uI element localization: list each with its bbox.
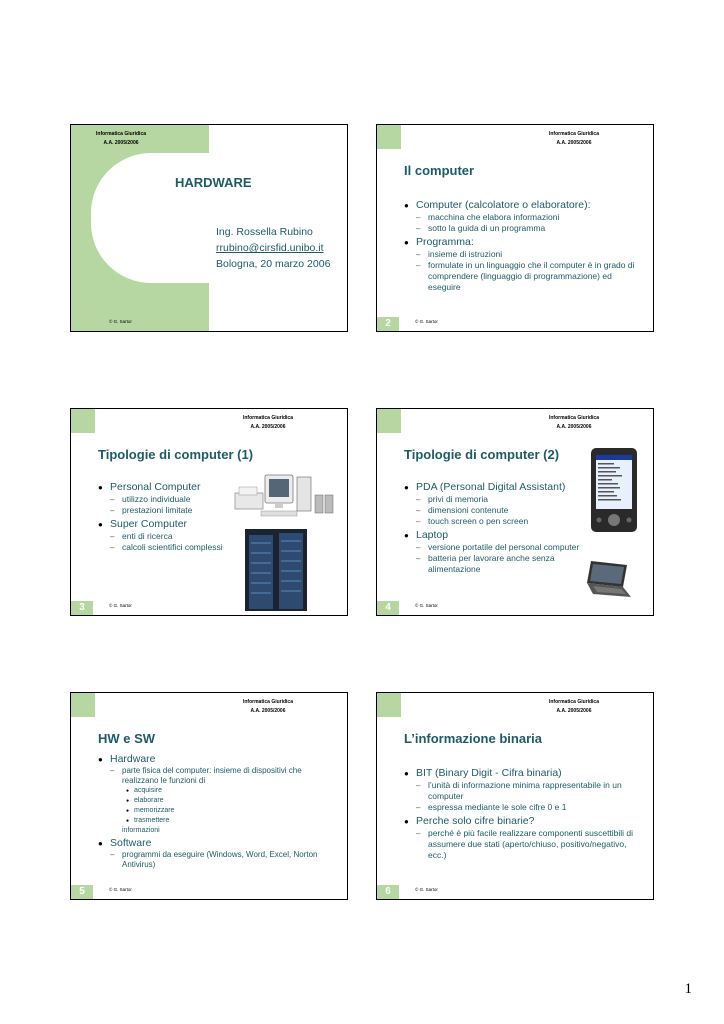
sub-item: – enti di ricerca bbox=[110, 531, 248, 542]
sub-item: – espressa mediante le sole cifre 0 e 1 bbox=[416, 802, 639, 813]
slide-footer: © G. Sartor bbox=[415, 887, 438, 892]
slide-number: 3 bbox=[71, 601, 93, 615]
slide-header bbox=[549, 414, 599, 432]
sub-list bbox=[416, 212, 644, 234]
third-list bbox=[122, 786, 333, 826]
sub-list bbox=[110, 850, 333, 870]
sub-item: – insieme di istruzioni bbox=[416, 249, 644, 260]
author-email[interactable]: rrubino@cirsfid.unibo.it bbox=[216, 242, 324, 254]
bullet-text: Perche solo cifre binarie? bbox=[416, 815, 535, 827]
third-item: ● memorizzare bbox=[122, 806, 333, 816]
list-item bbox=[404, 815, 639, 861]
slide-footer: © G. Sartor bbox=[109, 603, 132, 608]
sub-list bbox=[416, 249, 644, 293]
header-line1: Informatica Giuridica bbox=[242, 415, 293, 421]
slide-number: 4 bbox=[377, 601, 399, 615]
author-name: Ing. Rossella Rubino bbox=[216, 226, 313, 238]
sub-item: – privi di memoria bbox=[416, 494, 604, 505]
page-number: 1 bbox=[684, 981, 692, 997]
header-line1: Informatica Giuridica bbox=[548, 699, 599, 705]
place-date: Bologna, 20 marzo 2006 bbox=[216, 258, 331, 270]
slide-corner bbox=[71, 693, 95, 717]
bullet-list bbox=[404, 481, 604, 575]
header-line2: A.A. 2005/2006 bbox=[250, 708, 286, 714]
slide-footer: © G. Sartor bbox=[109, 319, 132, 324]
supercomputer-image bbox=[245, 529, 307, 611]
header-line2: A.A. 2005/2006 bbox=[103, 140, 139, 146]
sub-item: – programmi da eseguire (Windows, Word, Excel, Norton Antivirus) bbox=[110, 850, 333, 870]
bullet-text: Hardware bbox=[110, 753, 156, 765]
sub-item: – batteria per lavorare anche senza alimentazione bbox=[416, 553, 568, 575]
header-line2: A.A. 2005/2006 bbox=[250, 424, 286, 430]
sub-item: – l’unità di informazione minima rappresentabile in un computer bbox=[416, 780, 639, 802]
bullet-list bbox=[98, 753, 333, 870]
bullet-text: Super Computer bbox=[110, 518, 188, 530]
bullet-list bbox=[404, 199, 644, 293]
slide-header bbox=[243, 698, 293, 716]
slide-title: Tipologie di computer (2) bbox=[404, 447, 560, 462]
list-item bbox=[98, 481, 248, 516]
sub-list bbox=[416, 542, 604, 575]
list-item bbox=[404, 529, 604, 575]
slide-5 bbox=[70, 692, 348, 900]
bullet-text: BIT (Binary Digit - Cifra binaria) bbox=[416, 767, 562, 779]
bullet-text: PDA (Personal Digital Assistant) bbox=[416, 481, 566, 493]
header-line1: Informatica Giuridica bbox=[548, 415, 599, 421]
bullet-text: Software bbox=[110, 837, 152, 849]
sub-item: – formulate in un linguaggio che il computer è in grado di comprendere (linguaggio di programmazione) ed eseguire bbox=[416, 260, 644, 293]
sub-item-cont: informazioni bbox=[122, 827, 160, 834]
slide-title: HARDWARE bbox=[175, 175, 252, 190]
sub-item: – utilizzo individuale bbox=[110, 494, 248, 505]
slide-header bbox=[96, 130, 146, 148]
sub-list bbox=[416, 780, 639, 813]
sub-item: – versione portatile del personal computer bbox=[416, 542, 604, 553]
list-item bbox=[404, 767, 639, 813]
list-item bbox=[98, 837, 333, 870]
personal-computer-image bbox=[231, 471, 337, 529]
slide-header bbox=[549, 698, 599, 716]
bullet-text: Laptop bbox=[416, 529, 449, 541]
slide-title: HW e SW bbox=[98, 731, 156, 746]
header-line1: Informatica Giuridica bbox=[548, 131, 599, 137]
third-item: ● trasmettere bbox=[122, 816, 333, 826]
slide-number: 5 bbox=[71, 885, 93, 899]
slide-corner bbox=[377, 693, 401, 717]
slide-6 bbox=[376, 692, 654, 900]
bullet-text: Personal Computer bbox=[110, 481, 201, 493]
slide-title: Tipologie di computer (1) bbox=[98, 447, 254, 462]
slide-header bbox=[549, 130, 599, 148]
slide-footer: © G. Sartor bbox=[415, 603, 438, 608]
slide-1 bbox=[70, 124, 348, 332]
list-item bbox=[404, 481, 604, 527]
slide-corner bbox=[71, 409, 95, 433]
slide-4 bbox=[376, 408, 654, 616]
slide-footer: © G. Sartor bbox=[109, 887, 132, 892]
sub-list bbox=[110, 494, 248, 516]
bullet-list bbox=[98, 481, 248, 553]
sub-list bbox=[110, 531, 248, 553]
sub-list bbox=[416, 494, 604, 527]
list-item bbox=[98, 518, 248, 553]
header-line2: A.A. 2005/2006 bbox=[556, 140, 592, 146]
sub-item: – touch screen o pen screen bbox=[416, 516, 604, 527]
sub-item: – dimensioni contenute bbox=[416, 505, 604, 516]
sub-item: – perché è più facile realizzare componenti suscettibili di assumere due stati (aperto/chiuso, positivo/negativo, ecc.) bbox=[416, 828, 639, 861]
sub-item: – sotto la guida di un programma bbox=[416, 223, 644, 234]
pda-image bbox=[587, 446, 643, 536]
sub-list bbox=[416, 828, 639, 861]
third-item: ● elaborare bbox=[122, 796, 333, 806]
slide-footer: © G. Sartor bbox=[415, 319, 438, 324]
laptop-image bbox=[583, 559, 633, 603]
slide-number: 2 bbox=[377, 317, 399, 331]
slide-corner bbox=[377, 409, 401, 433]
bullet-text: Programma: bbox=[416, 236, 474, 248]
sub-list bbox=[110, 766, 333, 836]
header-line1: Informatica Giuridica bbox=[96, 131, 147, 137]
sub-item: – prestazioni limitate bbox=[110, 505, 248, 516]
header-line2: A.A. 2005/2006 bbox=[556, 424, 592, 430]
slide-title: L’informazione binaria bbox=[404, 731, 542, 746]
slide-3 bbox=[70, 408, 348, 616]
list-item bbox=[98, 753, 333, 836]
slide-number: 6 bbox=[377, 885, 399, 899]
slide-title: Il computer bbox=[404, 163, 475, 178]
header-line1: Informatica Giuridica bbox=[242, 699, 293, 705]
bullet-text: Computer (calcolatore o elaboratore): bbox=[416, 199, 591, 211]
list-item bbox=[404, 199, 644, 234]
sub-item: – calcoli scientifici complessi bbox=[110, 542, 248, 553]
author-block bbox=[216, 224, 330, 272]
bullet-list bbox=[404, 767, 639, 861]
sub-item-text: parte fisica del computer: insieme di dispositivi che realizzano le funzioni di bbox=[122, 766, 302, 785]
slide-2 bbox=[376, 124, 654, 332]
header-line2: A.A. 2005/2006 bbox=[556, 708, 592, 714]
slide-corner bbox=[377, 125, 401, 149]
sub-item bbox=[110, 766, 333, 836]
sub-item: – macchina che elabora informazioni bbox=[416, 212, 644, 223]
third-item: ● acquisire bbox=[122, 786, 333, 796]
slide-header bbox=[243, 414, 293, 432]
list-item bbox=[404, 236, 644, 293]
